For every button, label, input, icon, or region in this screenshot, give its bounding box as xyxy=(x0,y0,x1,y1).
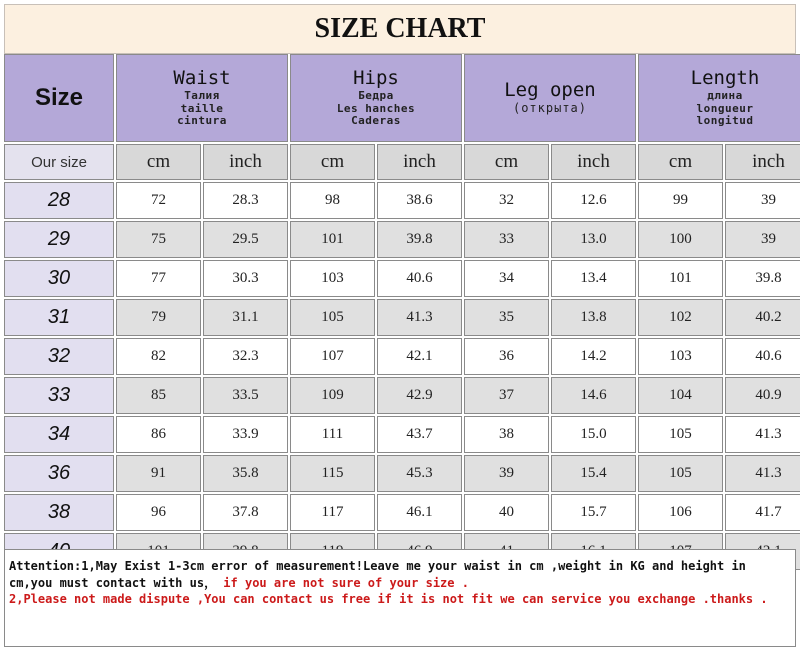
measurement-cell: 32 xyxy=(464,182,549,219)
measurement-cell: 12.6 xyxy=(551,182,636,219)
hips-label-es: Caderas xyxy=(351,114,401,128)
measurement-cell: 29.5 xyxy=(203,221,288,258)
measurement-cell: 40.9 xyxy=(725,377,800,414)
size-cell: 38 xyxy=(4,494,114,531)
measurement-cell: 103 xyxy=(290,260,375,297)
measurement-cell: 14.2 xyxy=(551,338,636,375)
measurement-cell: 13.4 xyxy=(551,260,636,297)
measurement-cell: 40.2 xyxy=(725,299,800,336)
measurement-cell: 39.8 xyxy=(377,221,462,258)
measurement-cell: 40 xyxy=(464,494,549,531)
waist-header xyxy=(116,54,288,142)
measurement-cell: 41.3 xyxy=(725,455,800,492)
measurement-cell: 39 xyxy=(725,182,800,219)
measurement-cell: 15.7 xyxy=(551,494,636,531)
measurement-cell: 86 xyxy=(116,416,201,453)
measurement-cell: 103 xyxy=(638,338,723,375)
measurement-cell: 101 xyxy=(290,221,375,258)
measurement-cell: 98 xyxy=(290,182,375,219)
measurement-cell: 117 xyxy=(290,494,375,531)
measurement-cell: 42.1 xyxy=(377,338,462,375)
hips-label-fr: Les hanches xyxy=(336,101,416,115)
measurement-cell: 105 xyxy=(290,299,375,336)
measurement-cell: 39 xyxy=(725,221,800,258)
measurement-cell: 107 xyxy=(290,338,375,375)
measurement-cell: 79 xyxy=(116,299,201,336)
measurement-cell: 41.7 xyxy=(725,494,800,531)
size-cell: 36 xyxy=(4,455,114,492)
measurement-cell: 106 xyxy=(638,494,723,531)
size-cell: 31 xyxy=(4,299,114,336)
size-column-header: Size xyxy=(4,54,114,142)
measurement-cell: 40.6 xyxy=(725,338,800,375)
measurement-cell: 72 xyxy=(116,182,201,219)
measurement-cell: 41.3 xyxy=(377,299,462,336)
measurement-cell: 14.6 xyxy=(551,377,636,414)
size-cell: 32 xyxy=(4,338,114,375)
leg-open-header xyxy=(464,54,636,142)
our-size-label: Our size xyxy=(4,144,114,180)
leg-open-label-ru: (открыта) xyxy=(512,101,588,116)
measurement-cell: 28.3 xyxy=(203,182,288,219)
unit-header: cm xyxy=(464,144,549,180)
measurement-cell: 109 xyxy=(290,377,375,414)
measurement-cell: 91 xyxy=(116,455,201,492)
unit-header: inch xyxy=(377,144,462,180)
attention-notes xyxy=(4,549,796,647)
measurement-cell: 15.4 xyxy=(551,455,636,492)
unit-header: inch xyxy=(725,144,800,180)
length-label: Length xyxy=(690,67,760,90)
measurement-cell: 37 xyxy=(464,377,549,414)
size-cell: 29 xyxy=(4,221,114,258)
measurement-cell: 35 xyxy=(464,299,549,336)
measurement-cell: 96 xyxy=(116,494,201,531)
measurement-cell: 105 xyxy=(638,416,723,453)
measurement-cell: 41.3 xyxy=(725,416,800,453)
length-header xyxy=(638,54,800,142)
measurement-cell: 104 xyxy=(638,377,723,414)
measurement-cell: 36 xyxy=(464,338,549,375)
length-label-ru: длина xyxy=(707,88,743,102)
measurement-cell: 13.8 xyxy=(551,299,636,336)
length-label-es: longitud xyxy=(696,114,754,128)
measurement-cell: 99 xyxy=(638,182,723,219)
hips-label-ru: Бедра xyxy=(358,88,394,102)
unit-header: cm xyxy=(290,144,375,180)
size-cell: 33 xyxy=(4,377,114,414)
measurement-cell: 32.3 xyxy=(203,338,288,375)
leg-open-label: Leg open xyxy=(504,79,596,102)
size-chart-title: SIZE CHART xyxy=(4,4,796,54)
measurement-cell: 13.0 xyxy=(551,221,636,258)
measurement-cell: 42.9 xyxy=(377,377,462,414)
note-line-2: 2,Please not made dispute ,You can contact us free if it is not fit we can service you exchange .thanks . xyxy=(9,592,768,606)
measurement-cell: 46.1 xyxy=(377,494,462,531)
measurement-cell: 105 xyxy=(638,455,723,492)
hips-header xyxy=(290,54,462,142)
size-table xyxy=(4,54,796,570)
measurement-cell: 77 xyxy=(116,260,201,297)
length-label-fr: longueur xyxy=(696,101,754,115)
waist-label-ru: Талия xyxy=(184,88,220,102)
measurement-cell: 33.9 xyxy=(203,416,288,453)
measurement-cell: 38.6 xyxy=(377,182,462,219)
measurement-cell: 43.7 xyxy=(377,416,462,453)
waist-label-es: cintura xyxy=(177,114,227,128)
measurement-cell: 102 xyxy=(638,299,723,336)
measurement-cell: 15.0 xyxy=(551,416,636,453)
measurement-cell: 101 xyxy=(638,260,723,297)
measurement-cell: 33 xyxy=(464,221,549,258)
measurement-cell: 33.5 xyxy=(203,377,288,414)
note-line-1-warning: if you are not sure of your size . xyxy=(216,575,469,590)
measurement-cell: 34 xyxy=(464,260,549,297)
measurement-cell: 35.8 xyxy=(203,455,288,492)
unit-header: cm xyxy=(116,144,201,180)
measurement-cell: 37.8 xyxy=(203,494,288,531)
waist-label: Waist xyxy=(173,67,231,90)
hips-label: Hips xyxy=(353,67,399,90)
measurement-cell: 39 xyxy=(464,455,549,492)
note-line-1: Attention:1,May Exist 1-3cm error of measurement!Leave me your waist in cm ,weight in KG and height in cm,you must contact with us， xyxy=(9,559,746,590)
size-cell: 34 xyxy=(4,416,114,453)
measurement-cell: 40.6 xyxy=(377,260,462,297)
measurement-cell: 38 xyxy=(464,416,549,453)
measurement-cell: 45.3 xyxy=(377,455,462,492)
size-cell: 30 xyxy=(4,260,114,297)
size-cell: 28 xyxy=(4,182,114,219)
measurement-cell: 82 xyxy=(116,338,201,375)
measurement-cell: 115 xyxy=(290,455,375,492)
unit-header: inch xyxy=(203,144,288,180)
measurement-cell: 30.3 xyxy=(203,260,288,297)
measurement-cell: 111 xyxy=(290,416,375,453)
unit-header: cm xyxy=(638,144,723,180)
measurement-cell: 31.1 xyxy=(203,299,288,336)
unit-header: inch xyxy=(551,144,636,180)
measurement-cell: 85 xyxy=(116,377,201,414)
measurement-cell: 100 xyxy=(638,221,723,258)
measurement-cell: 75 xyxy=(116,221,201,258)
measurement-cell: 39.8 xyxy=(725,260,800,297)
waist-label-fr: taille xyxy=(180,101,224,115)
